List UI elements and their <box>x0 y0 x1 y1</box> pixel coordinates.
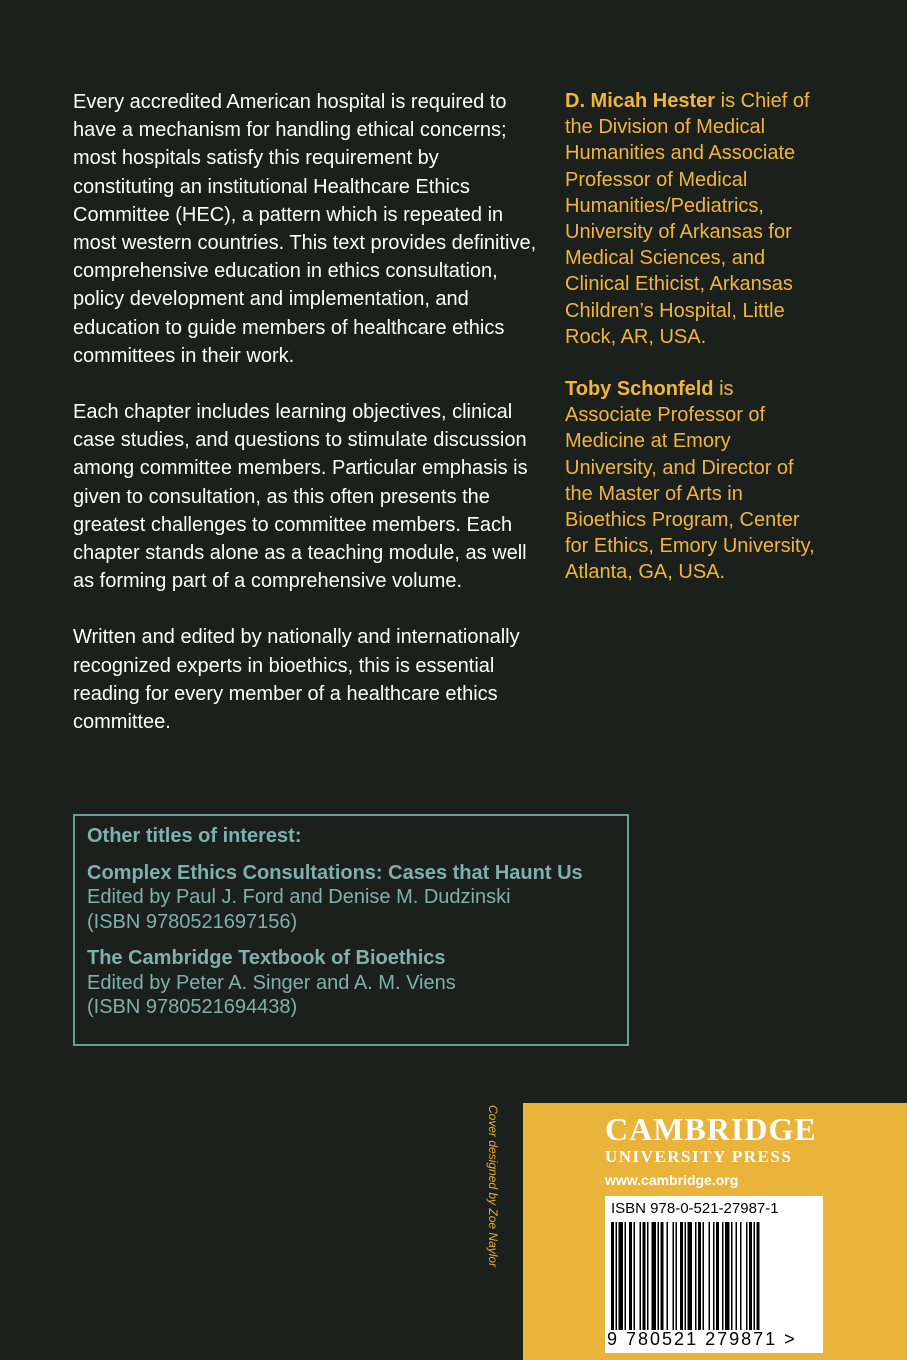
description-paragraph: Every accredited American hospital is required to have a mechanism for handling ethical concerns; most hospitals satisfy this requirement by constituting an institutional Healthcare Ethics Committee (HEC), a pattern which is repeated in most western countries. This text provides definitive, comprehensive education in ethics consultation, policy development and implementation, and education to guide members of healthcare ethics committees in their work. <box>73 91 537 367</box>
other-titles-heading: Other titles of interest: <box>87 825 302 847</box>
book-isbn: (ISBN 9780521694438) <box>87 996 298 1018</box>
author-bio <box>565 88 815 350</box>
description-column <box>73 88 543 764</box>
book-isbn: (ISBN 9780521697156) <box>87 910 298 933</box>
isbn-label: ISBN 978-0-521-27987-1 <box>611 1200 779 1217</box>
author-bio <box>565 376 815 586</box>
publisher-name: CAMBRIDGE <box>605 1111 817 1147</box>
book-editors: Edited by Paul J. Ford and Denise M. Dudzinski <box>87 886 511 908</box>
book-entry <box>87 861 627 935</box>
other-titles-box <box>73 814 629 1046</box>
author-name: Toby Schonfeld <box>565 378 714 401</box>
cover-credit: Cover designed by Zoe Naylor <box>486 1105 500 1268</box>
book-title: Complex Ethics Consultations: Cases that Haunt Us <box>87 861 583 884</box>
publisher-subname: UNIVERSITY PRESS <box>605 1147 793 1166</box>
publisher-panel <box>523 1103 907 1360</box>
book-editors: Edited by Peter A. Singer and A. M. Viens <box>87 971 456 994</box>
barcode-icon <box>611 1222 817 1330</box>
author-bio-text: is Associate Professor of Medicine at Emory University, and Director of the Master of Arts in Bioethics Program, Center for Ethics, Emory University, Atlanta, GA, USA. <box>565 378 815 584</box>
description-paragraph: Written and edited by nationally and internationally recognized experts in bioethics, this is essential reading for every member of a healthcare ethics committee. <box>73 626 520 734</box>
author-name: D. Micah Hester <box>565 90 716 112</box>
publisher-url: www.cambridge.org <box>605 1172 739 1188</box>
book-title: The Cambridge Textbook of Bioethics <box>87 947 446 969</box>
author-bios <box>565 88 815 612</box>
book-entry <box>87 946 627 1020</box>
description-paragraph: Each chapter includes learning objectives, clinical case studies, and questions to stimulate discussion among committee members. Particular emphasis is given to consultation, as this often presents the greatest challenges to committee members. Each chapter stands alone as a teaching module, as well as forming part of a comprehensive volume. <box>73 401 528 593</box>
author-bio-text: is Chief of the Division of Medical Humanities and Associate Professor of Medical Humanities/Pediatrics, University of Arkansas for Medical Sciences, and Clinical Ethicist, Arkansas Children’s Hospital, Little Rock, AR, USA. <box>565 90 810 348</box>
barcode-panel <box>605 1196 823 1353</box>
ean-digits: 9 780521 279871 > <box>607 1329 797 1349</box>
